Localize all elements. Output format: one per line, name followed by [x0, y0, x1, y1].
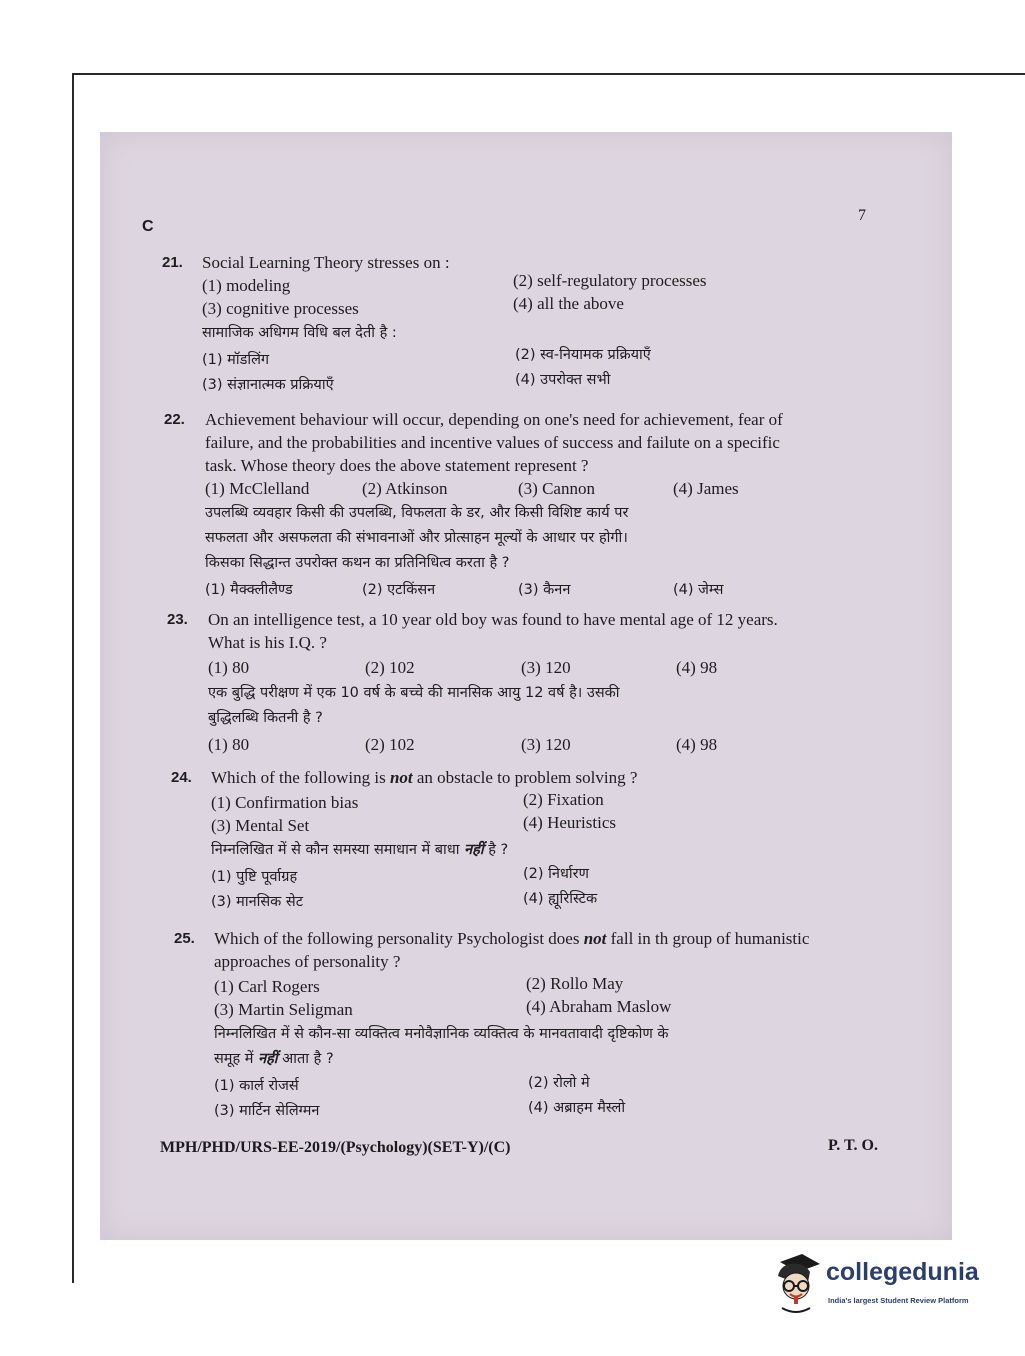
option-2-hi: (2) स्व-नियामक प्रक्रियाएँ	[515, 347, 651, 363]
scan-border-left	[72, 73, 74, 1283]
question-text-en: task. Whose theory does the above statement represent ?	[205, 456, 589, 475]
brand-tagline: India's largest Student Review Platform	[828, 1296, 969, 1305]
question-text-hi: समूह में नहीं आता है ?	[214, 1051, 334, 1067]
option-2-en: (2) Atkinson	[362, 479, 448, 498]
question-text-hi: किसका सिद्धान्त उपरोक्त कथन का प्रतिनिधित्व करता है ?	[205, 555, 510, 571]
options-row-en	[214, 998, 894, 1021]
option-3-hi: (3) मार्टिन सेलिग्मन	[214, 1103, 320, 1119]
question-number: 21.	[162, 254, 183, 271]
question-text-en: approaches of personality ?	[214, 952, 401, 971]
option-2-en: (2) Fixation	[523, 790, 604, 809]
option-3-hi: (3) संज्ञानात्मक प्रक्रियाएँ	[202, 377, 334, 393]
question-text-en: failure, and the probabilities and incentive values of success and failute on a specific	[205, 433, 780, 452]
question-22	[164, 408, 885, 602]
question-text-en: What is his I.Q. ?	[208, 633, 327, 652]
option-4-en: (4) Heuristics	[523, 813, 617, 832]
negation-emphasis: नहीं	[258, 1051, 278, 1067]
option-1-hi: (1) पुष्टि पूर्वाग्रह	[211, 869, 298, 885]
option-2-en: (2) self-regulatory processes	[513, 271, 707, 290]
option-2-en: (2) 102	[365, 658, 415, 677]
options-row-hi	[211, 891, 891, 914]
question-23	[167, 608, 888, 756]
question-text-hi: निम्नलिखित में से कौन समस्या समाधान में बाधा नहीं है ?	[211, 842, 509, 858]
option-3-hi: (3) मानसिक सेट	[211, 894, 304, 910]
question-text-hi: बुद्धिलब्धि कितनी है ?	[208, 710, 323, 726]
option-3-en: (3) 120	[521, 658, 571, 677]
question-text-en: Which of the following is not an obstacle to problem solving ?	[211, 768, 638, 787]
negation-emphasis: not	[583, 929, 607, 948]
question-21	[162, 251, 902, 397]
question-text-hi: निम्नलिखित में से कौन-सा व्यक्तित्व मनोवैज्ञानिक व्यक्तित्व के मानवतावादी दृष्टिकोण के	[214, 1026, 669, 1042]
option-1-en: (1) Carl Rogers	[214, 977, 320, 996]
negation-emphasis: not	[389, 768, 413, 787]
question-number: 24.	[171, 769, 192, 786]
scan-border-top	[72, 73, 1025, 75]
collegedunia-watermark	[768, 1252, 998, 1322]
option-4-hi: (4) अब्राहम मैस्लो	[528, 1100, 626, 1116]
question-text-en: On an intelligence test, a 10 year old boy was found to have mental age of 12 years.	[208, 610, 778, 629]
set-letter: C	[142, 218, 154, 235]
option-1-hi: (1) मॉडलिंग	[202, 352, 270, 368]
option-3-en: (3) cognitive processes	[202, 299, 359, 318]
options-row-hi	[208, 733, 888, 756]
option-4-hi: (4) उपरोक्त सभी	[515, 372, 611, 388]
question-text-en: Social Learning Theory stresses on :	[202, 253, 450, 272]
option-1-hi: (1) 80	[208, 735, 250, 754]
question-25	[174, 927, 894, 1123]
option-3-en: (3) Martin Seligman	[214, 1000, 353, 1019]
options-row-hi	[205, 579, 885, 602]
option-2-en: (2) Rollo May	[526, 974, 624, 993]
options-row-en	[205, 477, 885, 500]
option-4-hi: (4) जेम्स	[673, 582, 724, 598]
option-1-en: (1) 80	[208, 658, 250, 677]
options-row-hi	[214, 1100, 894, 1123]
question-text-hi: एक बुद्धि परीक्षण में एक 10 वर्ष के बच्चे की मानसिक आयु 12 वर्ष है। उसकी	[208, 685, 620, 701]
options-row-en	[211, 814, 891, 837]
option-3-hi: (3) 120	[521, 735, 571, 754]
options-row-en	[202, 294, 902, 320]
brand-name: collegedunia	[826, 1258, 979, 1286]
option-1-en: (1) Confirmation bias	[211, 793, 359, 812]
question-24	[171, 766, 891, 914]
question-number: 22.	[164, 411, 185, 428]
page-number: 7	[858, 207, 866, 224]
question-text-en: Achievement behaviour will occur, depending on one's need for achievement, fear of	[205, 410, 783, 429]
option-3-en: (3) Cannon	[518, 479, 595, 498]
options-row-en	[208, 656, 888, 679]
negation-emphasis: नहीं	[464, 842, 484, 858]
option-4-hi: (4) ह्यूरिस्टिक	[523, 891, 598, 907]
graduate-mascot-icon	[768, 1252, 824, 1314]
option-4-hi: (4) 98	[676, 735, 718, 754]
question-number: 25.	[174, 930, 195, 947]
option-2-hi: (2) निर्धारण	[523, 866, 590, 882]
options-row-hi	[202, 374, 902, 397]
please-turn-over: P. T. O.	[828, 1137, 878, 1154]
question-text-hi: उपलब्धि व्यवहार किसी की उपलब्धि, विफलता के डर, और किसी विशिष्ट कार्य पर	[205, 505, 629, 521]
option-1-en: (1) McClelland	[205, 479, 310, 498]
paper-code: MPH/PHD/URS-EE-2019/(Psychology)(SET-Y)/(C)	[160, 1139, 511, 1156]
question-number: 23.	[167, 611, 188, 628]
option-4-en: (4) all the above	[513, 294, 624, 313]
options-row-hi	[214, 1075, 894, 1098]
option-1-hi: (1) कार्ल रोजर्स	[214, 1078, 299, 1094]
option-4-en: (4) James	[673, 479, 739, 498]
option-3-hi: (3) कैनन	[518, 582, 571, 598]
question-text-hi: सामाजिक अधिगम विधि बल देती है :	[202, 325, 397, 341]
option-1-hi: (1) मैक्क्लीलैण्ड	[205, 582, 293, 598]
option-4-en: (4) 98	[676, 658, 718, 677]
options-row-hi	[211, 866, 891, 889]
option-3-en: (3) Mental Set	[211, 816, 310, 835]
option-2-hi: (2) 102	[365, 735, 415, 754]
option-2-hi: (2) रोलो मे	[528, 1075, 590, 1091]
option-2-hi: (2) एटकिंसन	[362, 582, 436, 598]
option-1-en: (1) modeling	[202, 276, 291, 295]
question-text-en: Which of the following personality Psychologist does not fall in th group of humanistic	[214, 929, 810, 948]
option-4-en: (4) Abraham Maslow	[526, 997, 672, 1016]
question-text-hi: सफलता और असफलता की संभावनाओं और प्रोत्साहन मूल्यों के आधार पर होगी।	[205, 530, 628, 546]
